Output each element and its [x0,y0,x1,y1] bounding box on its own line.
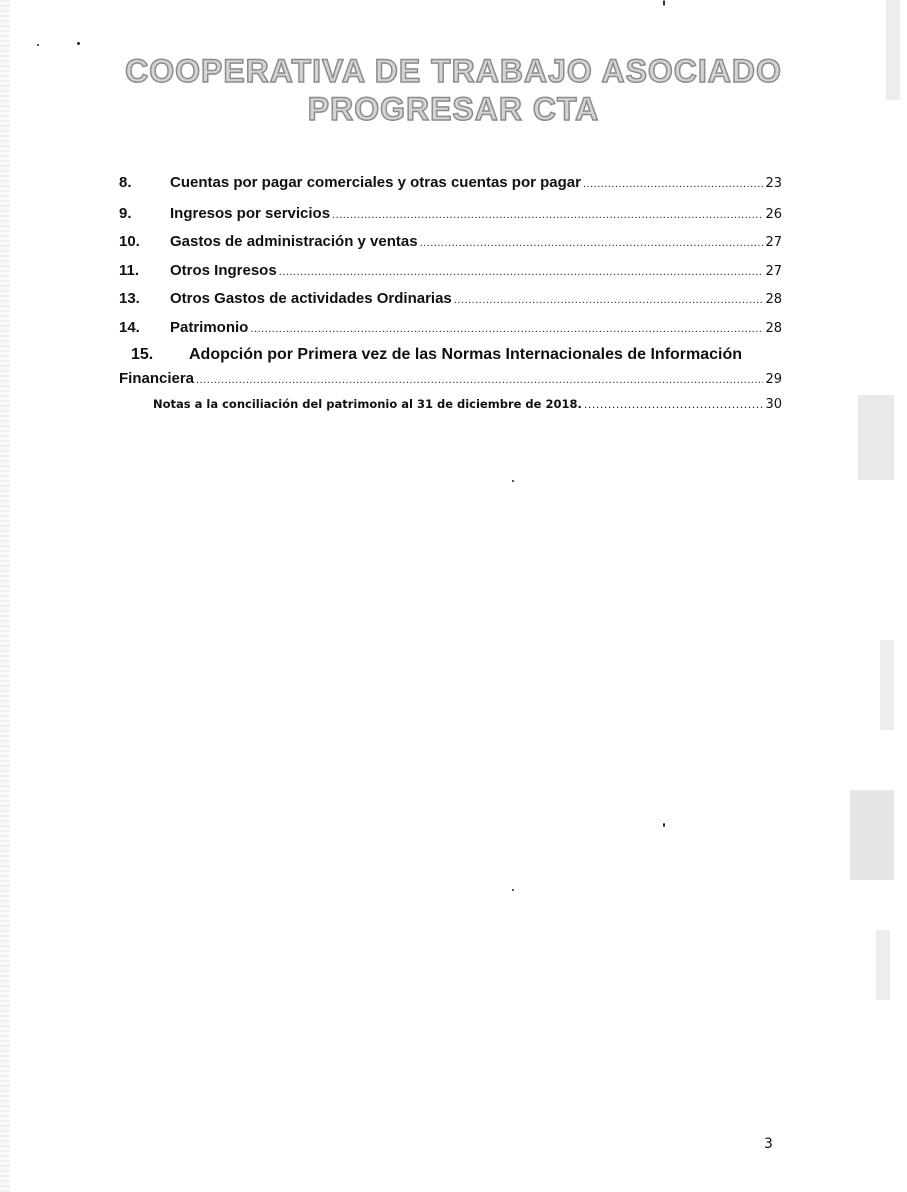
toc-entry[interactable] [119,233,782,250]
toc-entry-page: 23 [765,176,782,191]
dot-leader [420,237,764,249]
toc-entry-title: Otros Gastos de actividades Ordinarias [170,290,452,307]
toc-notes-page: 30 [765,397,782,412]
page-number: 3 [764,1136,773,1152]
toc-entry-number: 10. [119,233,140,250]
toc-entry-page: 27 [765,264,782,279]
toc-entry-page: 28 [765,292,782,307]
header-title-line2: PROGRESAR CTA [307,91,600,127]
toc-entry[interactable] [119,262,782,279]
dot-leader [454,294,764,306]
toc-entry-number: 9. [119,205,132,222]
dot-leader [584,398,764,411]
toc-entry-page: 26 [765,207,782,222]
toc-entry[interactable] [119,174,782,191]
toc-entry-title: Cuentas por pagar comerciales y otras cuentas por pagar [170,174,581,191]
toc-entry[interactable] [119,290,782,307]
dot-leader [279,266,764,278]
toc-entry-title: Patrimonio [170,319,249,336]
toc-entry-number: 11. [119,262,140,279]
toc-entry-page: 27 [765,235,782,250]
toc-entry-page: 29 [765,372,782,387]
header-title-line1: COOPERATIVA DE TRABAJO ASOCIADO [125,53,782,89]
toc-entry-number: 15. [131,346,154,363]
toc-entry-title: Ingresos por servicios [170,205,331,222]
toc-notes-title: Notas a la conciliación del patrimonio al 31 de diciembre de 2018. [153,397,582,411]
dot-leader [583,178,763,190]
toc-entry-title-continued: Financiera [119,370,195,387]
toc-entry-number: 13. [119,290,140,307]
toc-entry-wrapped-line2[interactable] [119,370,782,387]
toc-entry[interactable] [119,319,782,336]
toc-entry-page: 28 [765,321,782,336]
toc-entry-title: Gastos de administración y ventas [170,233,418,250]
toc-notes-entry[interactable] [153,397,782,412]
toc-entry-number: 8. [119,174,132,191]
dot-leader [332,209,763,221]
toc-entry-title: Adopción por Primera vez de las Normas Internacionales de Información [189,346,743,363]
toc-entry[interactable] [119,205,782,222]
dot-leader [196,374,763,386]
dot-leader [250,323,763,335]
toc-entry-wrapped-line1[interactable] [131,346,742,364]
toc-entry-number: 14. [119,319,140,336]
toc-entry-title: Otros Ingresos [170,262,277,279]
